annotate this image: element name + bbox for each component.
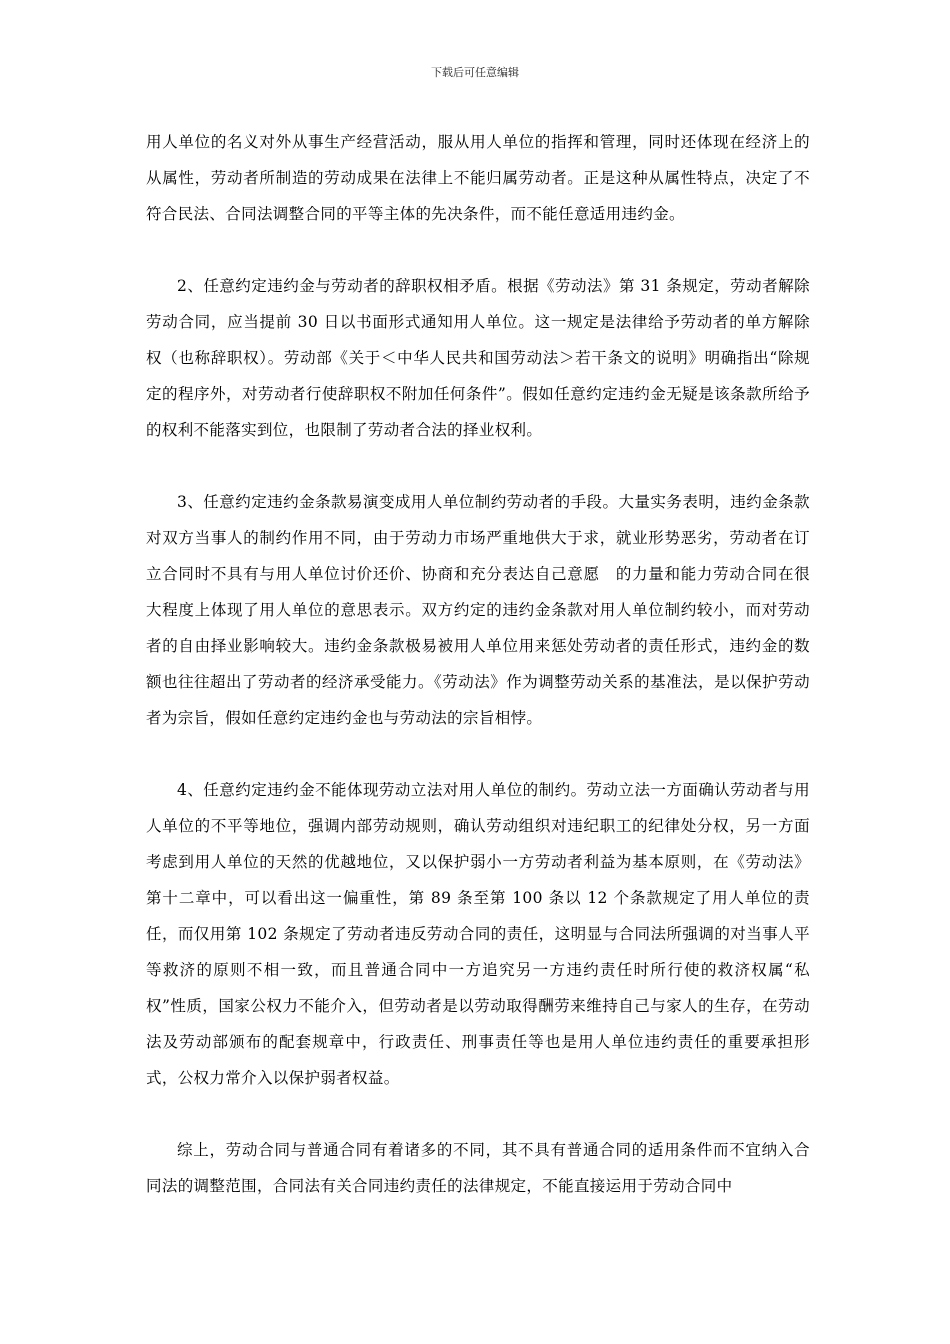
document-body xyxy=(146,124,810,1204)
paragraph-point-2: 2、任意约定违约金与劳动者的辞职权相矛盾。根据《劳动法》第 31 条规定，劳动者解除劳动合同，应当提前 30 日以书面形式通知用人单位。这一规定是法律给予劳动者的单方解除权（也称辞职权）。劳动部《关于＜中华人民共和国劳动法＞若干条文的说明》明确指出“除规定的程序外，对劳动者行使辞职权不附加任何条件”。假如任意约定违约金无疑是该条款所给予的权利不能落实到位，也限制了劳动者合法的择业权利。 xyxy=(146,277,810,439)
paragraph-point-3: 3、任意约定违约金条款易演变成用人单位制约劳动者的手段。大量实务表明，违约金条款对双方当事人的制约作用不同，由于劳动力市场严重地供大于求，就业形势恶劣，劳动者在订立合同时不具有与用人单位讨价还价、协商和充分表达自己意愿 的力量和能力劳动合同在很大程度上体现了用人单位的意思表示。双方约定的违约金条款对用人单位制约较小，而对劳动者的自由择业影响较大。违约金条款极易被用人单位用来惩处劳动者的责任形式，违约金的数额也往往超出了劳动者的经济承受能力。《劳动法》作为调整劳动关系的基准法，是以保护劳动者为宗旨，假如任意约定违约金也与劳动法的宗旨相悖。 xyxy=(146,493,810,727)
paragraph-point-4: 4、任意约定违约金不能体现劳动立法对用人单位的制约。劳动立法一方面确认劳动者与用人单位的不平等地位，强调内部劳动规则，确认劳动组织对违纪职工的纪律处分权，另一方面考虑到用人单位的天然的优越地位，又以保护弱小一方劳动者利益为基本原则，在《劳动法》第十二章中，可以看出这一偏重性，第 89 条至第 100 条以 12 个条款规定了用人单位的责任，而仅用第 102 条规定了劳动者违反劳动合同的责任，这明显与合同法所强调的对当事人平等救济的原则不相一致，而且普通合同中一方追究另一方违约责任时所行使的救济权属“私权”性质，国家公权力不能介入，但劳动者是以劳动取得酬劳来维持自己与家人的生存，在劳动法及劳动部颁布的配套规章中，行政责任、刑事责任等也是用人单位违约责任的重要承担形式，公权力常介入以保护弱者权益。 xyxy=(146,781,810,1087)
paragraph-conclusion: 综上，劳动合同与普通合同有着诸多的不同，其不具有普通合同的适用条件而不宜纳入合同法的调整范围，合同法有关合同违约责任的法律规定，不能直接运用于劳动合同中 xyxy=(146,1141,810,1195)
page-header: 下载后可任意编辑 xyxy=(431,66,519,79)
paragraph-continuation: 用人单位的名义对外从事生产经营活动，服从用人单位的指挥和管理，同时还体现在经济上的从属性，劳动者所制造的劳动成果在法律上不能归属劳动者。正是这种从属性特点，决定了不符合民法、合同法调整合同的平等主体的先决条件，而不能任意适用违约金。 xyxy=(146,133,810,223)
